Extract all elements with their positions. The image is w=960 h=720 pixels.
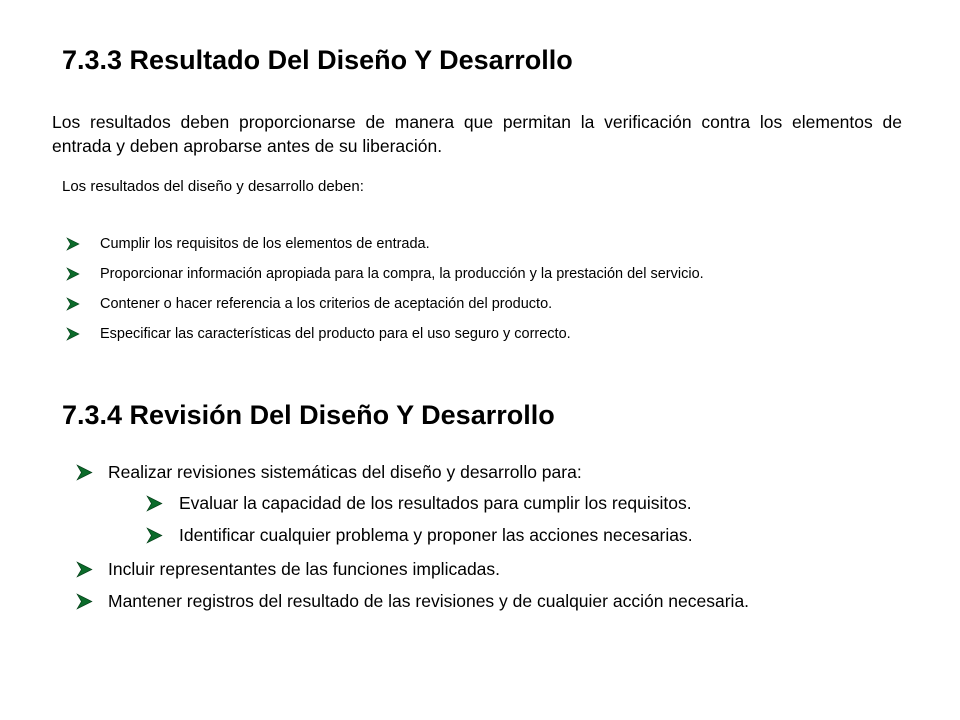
list-item-text: Identificar cualquier problema y proponer las acciones necesarias.	[179, 525, 693, 545]
list-item	[66, 264, 704, 284]
arrowhead-bullet-icon	[76, 464, 108, 481]
list-item-text: Especificar las características del producto para el uso seguro y correcto.	[100, 326, 571, 342]
list-item-text: Cumplir los requisitos de los elementos de entrada.	[100, 236, 430, 252]
arrowhead-bullet-icon	[146, 527, 179, 544]
list-item-text: Evaluar la capacidad de los resultados para cumplir los requisitos.	[179, 493, 692, 513]
sub-list-item	[146, 491, 692, 515]
list-item	[76, 557, 500, 581]
list-item-text: Realizar revisiones sistemáticas del diseño y desarrollo para:	[108, 462, 582, 482]
list-item-text: Incluir representantes de las funciones implicadas.	[108, 559, 501, 579]
sub-list-item	[146, 523, 693, 547]
list-item-text: Proporcionar información apropiada para la compra, la producción y la prestación del servicio.	[100, 266, 704, 282]
list-item	[66, 294, 552, 314]
list-item-text: Contener o hacer referencia a los criterios de aceptación del producto.	[100, 296, 553, 312]
list-item	[66, 234, 430, 254]
list-item	[76, 460, 582, 484]
arrowhead-bullet-icon	[66, 237, 100, 251]
arrowhead-bullet-icon	[146, 495, 179, 512]
arrowhead-bullet-icon	[76, 593, 108, 610]
section-heading-7-3-4: 7.3.4 Revisión Del Diseño Y Desarrollo	[62, 400, 555, 430]
results-paragraph: Los resultados deben proporcionarse de manera que permitan la verificación contra los elementos de entrada y deben aprobarse antes de su liberación.	[52, 112, 902, 156]
list-item	[66, 324, 571, 344]
arrowhead-bullet-icon	[66, 297, 100, 311]
arrowhead-bullet-icon	[66, 327, 100, 341]
list-item-text: Mantener registros del resultado de las revisiones y de cualquier acción necesaria.	[108, 591, 750, 611]
section-heading-7-3-3: 7.3.3 Resultado Del Diseño Y Desarrollo	[62, 45, 573, 75]
list-item	[76, 589, 749, 613]
results-lead-text: Los resultados del diseño y desarrollo deben:	[62, 178, 364, 195]
arrowhead-bullet-icon	[66, 267, 100, 281]
arrowhead-bullet-icon	[76, 561, 108, 578]
